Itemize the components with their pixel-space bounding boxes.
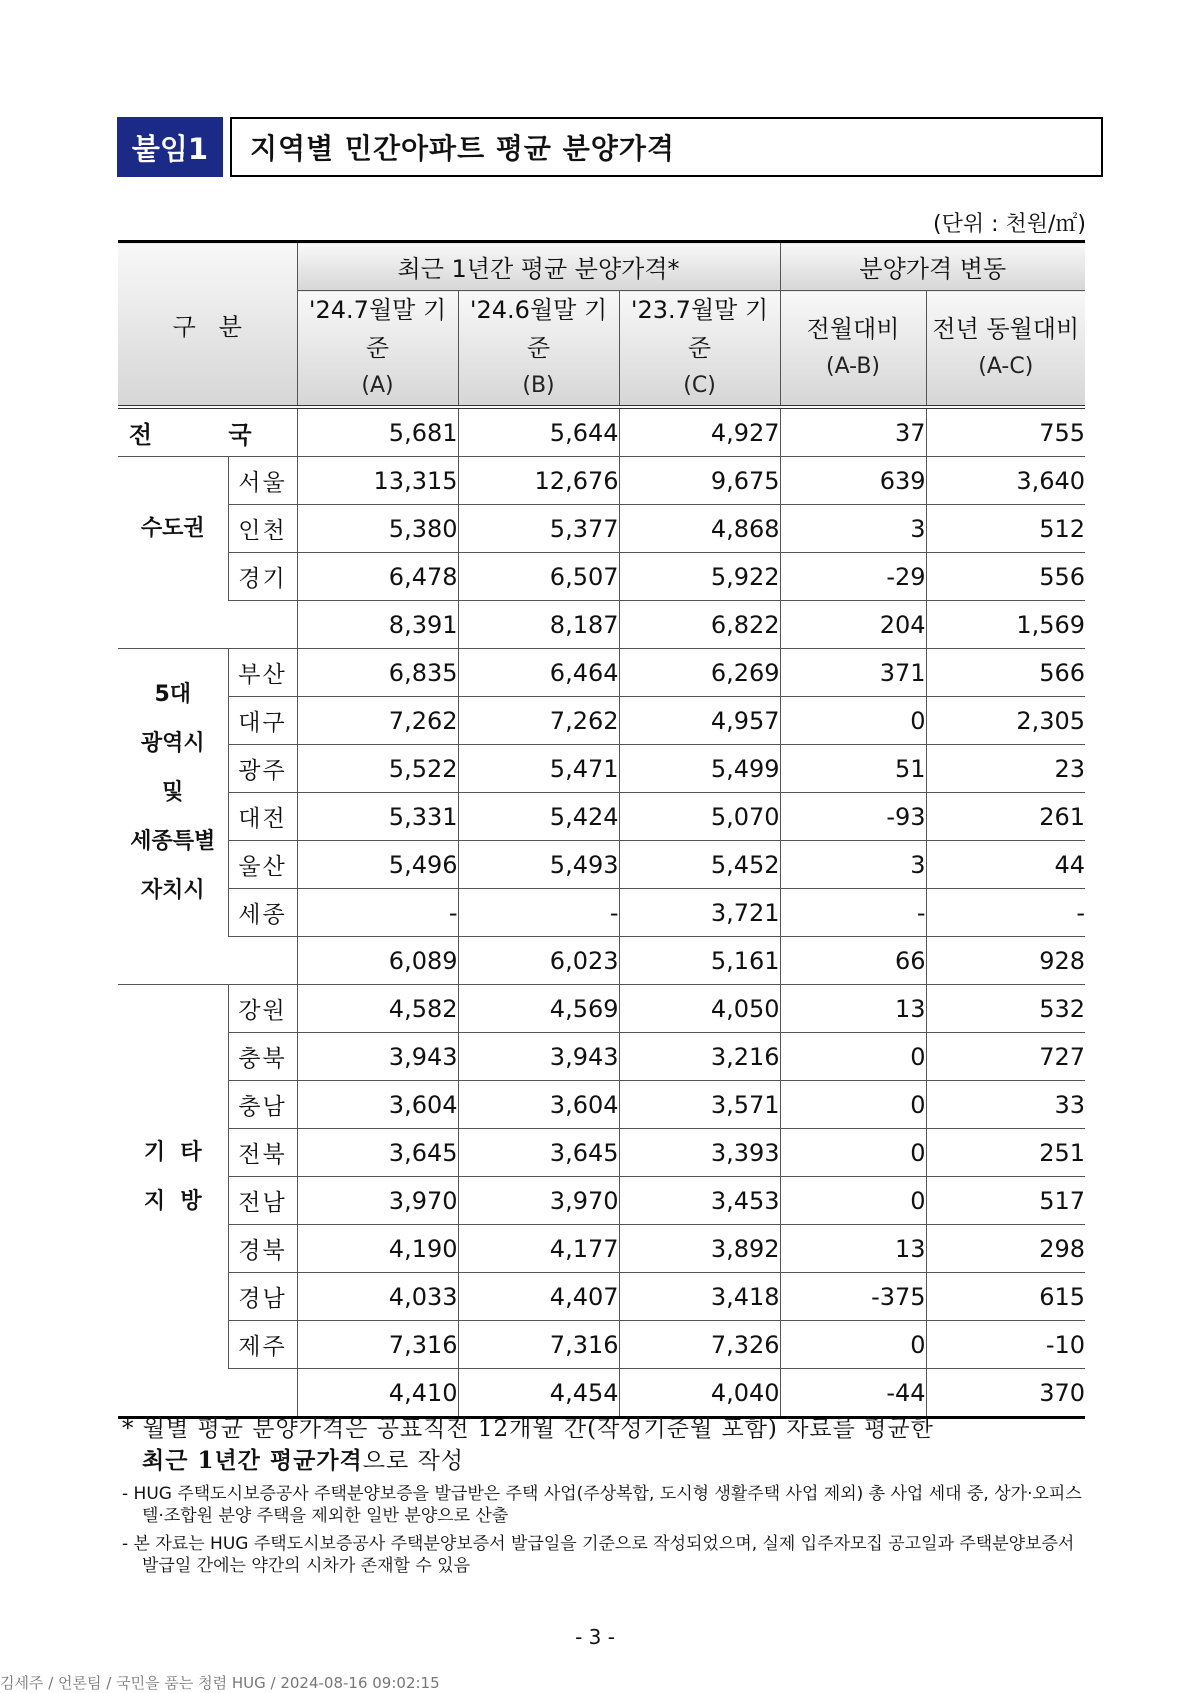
region-name: 경북	[228, 1225, 297, 1273]
group-label	[118, 985, 228, 1369]
table-cell-value: 6,835	[297, 649, 458, 697]
group-label-line: 기 타	[143, 1139, 202, 1165]
table-cell-value: -	[297, 889, 458, 937]
table-cell-value: 37	[780, 407, 926, 457]
note-star	[122, 1414, 1082, 1477]
table-cell-value: 4,410	[297, 1369, 458, 1418]
table-cell-value: 5,380	[297, 505, 458, 553]
note-dash-1: - HUG 주택도시보증공사 주택분양보증을 발급받은 주택 사업(주상복합, 도시형 생활주택 사업 제외) 총 사업 세대 중, 상가·오피스텔·조합원 분양 주택을 제외한 일반 분양으로 산출	[122, 1484, 1082, 1526]
table-cell-value: 9,675	[619, 457, 780, 505]
table-row-national	[118, 407, 1085, 457]
table-row	[118, 1129, 1085, 1177]
table-cell-value: 4,050	[619, 985, 780, 1033]
table-cell-value: -10	[926, 1321, 1085, 1369]
table-cell-value: 3,216	[619, 1033, 780, 1081]
table-cell-value: 5,424	[458, 793, 619, 841]
table-cell-value: 5,493	[458, 841, 619, 889]
table-cell-value: 3,571	[619, 1081, 780, 1129]
header-category: 구 분	[118, 242, 297, 408]
table-cell-value: 928	[926, 937, 1085, 985]
table-cell-value: 1,569	[926, 601, 1085, 649]
table-cell-value: 5,644	[458, 407, 619, 457]
group-label-line: 및	[162, 780, 184, 806]
table-row	[118, 1081, 1085, 1129]
region-name: 광주	[228, 745, 297, 793]
header-col-e-sub: (A-C)	[978, 354, 1034, 379]
region-name: 충남	[228, 1081, 297, 1129]
header-col-e	[926, 291, 1085, 408]
table-cell-value: 0	[780, 1321, 926, 1369]
table-cell-value: -29	[780, 553, 926, 601]
region-name: 전남	[228, 1177, 297, 1225]
table-row	[118, 1225, 1085, 1273]
header-col-d-label: 전월대비	[806, 315, 900, 343]
unit-label: (단위 : 천원/㎡)	[933, 212, 1086, 237]
table-row	[118, 889, 1085, 937]
table-cell-value: 3,943	[458, 1033, 619, 1081]
table-cell-value: 556	[926, 553, 1085, 601]
table-cell-value: -	[926, 889, 1085, 937]
header-col-a-sub: (A)	[361, 373, 394, 398]
table-cell-value: 639	[780, 457, 926, 505]
table-cell-value: 6,269	[619, 649, 780, 697]
table-cell-value: 4,868	[619, 505, 780, 553]
table-cell-value: 261	[926, 793, 1085, 841]
table-cell-value: 0	[780, 1081, 926, 1129]
table-cell-value: -	[458, 889, 619, 937]
table-cell-value: 3,640	[926, 457, 1085, 505]
table-cell-value: -	[780, 889, 926, 937]
header-col-c-label: '23.7월말 기준	[630, 296, 769, 362]
table-cell-value: 5,070	[619, 793, 780, 841]
region-name: 세종	[228, 889, 297, 937]
table-cell-value: 4,582	[297, 985, 458, 1033]
table-cell-value: 251	[926, 1129, 1085, 1177]
table-cell-value: 4,033	[297, 1273, 458, 1321]
table-cell-value: 6,023	[458, 937, 619, 985]
table-cell-value: 4,190	[297, 1225, 458, 1273]
table-row	[118, 841, 1085, 889]
table-cell-value: 6,507	[458, 553, 619, 601]
subtotal-blank	[118, 1369, 297, 1418]
group-label-line: 자치시	[140, 878, 205, 904]
note-star-prefix: * 월별 평균 분양가격은 공표직전 12개월 간(작성기준월 포함) 자료를 평균한	[122, 1416, 934, 1442]
header-group-avg: 최근 1년간 평균 분양가격*	[297, 242, 780, 291]
table-cell-value: 3,393	[619, 1129, 780, 1177]
header-col-b-label: '24.6월말 기준	[469, 296, 608, 362]
region-name: 부산	[228, 649, 297, 697]
table-cell-value: 615	[926, 1273, 1085, 1321]
group-label-line: 광역시	[140, 731, 205, 757]
note-star-bold: 최근 1년간 평균가격	[142, 1447, 363, 1474]
table-cell-value: 3,604	[458, 1081, 619, 1129]
table-cell-value: 6,464	[458, 649, 619, 697]
group-label-line: 세종특별	[130, 829, 216, 855]
table-row	[118, 649, 1085, 697]
region-name: 제주	[228, 1321, 297, 1369]
note-dash-2: - 본 자료는 HUG 주택도시보증공사 주택분양보증서 발급일을 기준으로 작성되었으며, 실제 입주자모집 공고일과 주택분양보증서 발급일 간에는 약간의 시차가 존재할 수 있음	[122, 1534, 1075, 1576]
table-cell-value: 66	[780, 937, 926, 985]
table-cell-value: 532	[926, 985, 1085, 1033]
table-cell-value: -375	[780, 1273, 926, 1321]
table-cell-value: 6,478	[297, 553, 458, 601]
table-row	[118, 745, 1085, 793]
table-cell-value: 3,645	[297, 1129, 458, 1177]
region-name: 경기	[228, 553, 297, 601]
table-cell-value: 44	[926, 841, 1085, 889]
table-cell-value: 4,177	[458, 1225, 619, 1273]
table-cell-value: 5,161	[619, 937, 780, 985]
group-label-line: 지 방	[143, 1188, 202, 1214]
header-col-c	[619, 291, 780, 408]
region-name: 전북	[228, 1129, 297, 1177]
table-cell-value: 5,471	[458, 745, 619, 793]
table-cell-value: 0	[780, 1177, 926, 1225]
table-cell-value: 0	[780, 697, 926, 745]
table-cell-value: 7,316	[297, 1321, 458, 1369]
table-row	[118, 1177, 1085, 1225]
table-cell-value: 2,305	[926, 697, 1085, 745]
notes	[122, 1414, 1082, 1577]
table-cell-value: 5,377	[458, 505, 619, 553]
table-cell-value: 3	[780, 841, 926, 889]
table-cell-value: 5,452	[619, 841, 780, 889]
header-col-e-label: 전년 동월대비	[932, 315, 1080, 343]
table-row	[118, 553, 1085, 601]
table-cell-value: 4,569	[458, 985, 619, 1033]
table-cell-value: -93	[780, 793, 926, 841]
table-cell-value: 3,970	[458, 1177, 619, 1225]
table-cell-value: 13,315	[297, 457, 458, 505]
table-cell-value: 4,957	[619, 697, 780, 745]
price-table	[118, 240, 1085, 1419]
table-row-subtotal	[118, 1369, 1085, 1418]
group-label-line: 5대	[154, 682, 192, 708]
table-cell-value: 3,943	[297, 1033, 458, 1081]
subtotal-blank	[118, 601, 297, 649]
table-cell-value: 727	[926, 1033, 1085, 1081]
national-label: 전 국	[118, 407, 297, 457]
region-name: 강원	[228, 985, 297, 1033]
header-col-d	[780, 291, 926, 408]
table-cell-value: 512	[926, 505, 1085, 553]
region-name: 인천	[228, 505, 297, 553]
table-cell-value: 7,316	[458, 1321, 619, 1369]
table-cell-value: 298	[926, 1225, 1085, 1273]
table-cell-value: 3,645	[458, 1129, 619, 1177]
table-cell-value: 3,418	[619, 1273, 780, 1321]
header-col-c-sub: (C)	[683, 373, 716, 398]
table-cell-value: 0	[780, 1129, 926, 1177]
table-row	[118, 1321, 1085, 1369]
note-star-suffix: 으로 작성	[362, 1448, 464, 1474]
table-cell-value: 204	[780, 601, 926, 649]
table-cell-value: -44	[780, 1369, 926, 1418]
page-number: - 3 -	[575, 1625, 615, 1649]
table-cell-value: 8,187	[458, 601, 619, 649]
table-cell-value: 12,676	[458, 457, 619, 505]
group-label: 수도권	[140, 516, 205, 542]
table-cell-value: 3,892	[619, 1225, 780, 1273]
table-cell-value: 13	[780, 1225, 926, 1273]
table-cell-value: 5,681	[297, 407, 458, 457]
title-area	[117, 117, 1085, 177]
table-cell-value: 7,262	[297, 697, 458, 745]
table-cell-value: 517	[926, 1177, 1085, 1225]
table-cell-value: 4,454	[458, 1369, 619, 1418]
table-row	[118, 793, 1085, 841]
table-cell-value: 370	[926, 1369, 1085, 1418]
table-cell-value: 3,721	[619, 889, 780, 937]
table-cell-value: 5,499	[619, 745, 780, 793]
footer-watermark: 김세주 / 언론팀 / 국민을 품는 청렴 HUG / 2024-08-16 09:02:15	[0, 1674, 440, 1692]
table-row	[118, 505, 1085, 553]
group-label	[118, 649, 228, 937]
table-cell-value: 7,262	[458, 697, 619, 745]
region-name: 충북	[228, 1033, 297, 1081]
table-row	[118, 1033, 1085, 1081]
table-cell-value: 8,391	[297, 601, 458, 649]
subtotal-blank	[118, 937, 297, 985]
table-cell-value: 13	[780, 985, 926, 1033]
table-cell-value: 3,604	[297, 1081, 458, 1129]
table-cell-value: 755	[926, 407, 1085, 457]
table-cell-value: 23	[926, 745, 1085, 793]
table-cell-value: 51	[780, 745, 926, 793]
region-name: 서울	[228, 457, 297, 505]
attachment-badge: 붙임1	[117, 117, 223, 177]
table-cell-value: 0	[780, 1033, 926, 1081]
table-body	[118, 407, 1085, 1418]
table-cell-value: 6,822	[619, 601, 780, 649]
table-cell-value: 4,927	[619, 407, 780, 457]
table-row-subtotal	[118, 601, 1085, 649]
header-group-change: 분양가격 변동	[780, 242, 1085, 291]
table-row-subtotal	[118, 937, 1085, 985]
table-cell-value: 5,522	[297, 745, 458, 793]
header-col-d-sub: (A-B)	[826, 354, 881, 379]
table-cell-value: 6,089	[297, 937, 458, 985]
header-col-a-label: '24.7월말 기준	[308, 296, 447, 362]
region-name: 울산	[228, 841, 297, 889]
table-cell-value: 5,922	[619, 553, 780, 601]
table-row	[118, 1273, 1085, 1321]
table-cell-value: 4,407	[458, 1273, 619, 1321]
page-title: 지역별 민간아파트 평균 분양가격	[230, 117, 1103, 177]
table-cell-value: 3,970	[297, 1177, 458, 1225]
table-cell-value: 3,453	[619, 1177, 780, 1225]
table-cell-value: 5,331	[297, 793, 458, 841]
header-col-b	[458, 291, 619, 408]
region-name: 대전	[228, 793, 297, 841]
header-col-b-sub: (B)	[522, 373, 555, 398]
region-name: 경남	[228, 1273, 297, 1321]
header-col-a	[297, 291, 458, 408]
region-name: 대구	[228, 697, 297, 745]
table-cell-value: 5,496	[297, 841, 458, 889]
table-cell-value: 33	[926, 1081, 1085, 1129]
table-row	[118, 697, 1085, 745]
table-cell-value: 4,040	[619, 1369, 780, 1418]
table-cell-value: 7,326	[619, 1321, 780, 1369]
table-cell-value: 3	[780, 505, 926, 553]
table-row	[118, 457, 1085, 505]
table-cell-value: 371	[780, 649, 926, 697]
table-row	[118, 985, 1085, 1033]
table-cell-value: 566	[926, 649, 1085, 697]
